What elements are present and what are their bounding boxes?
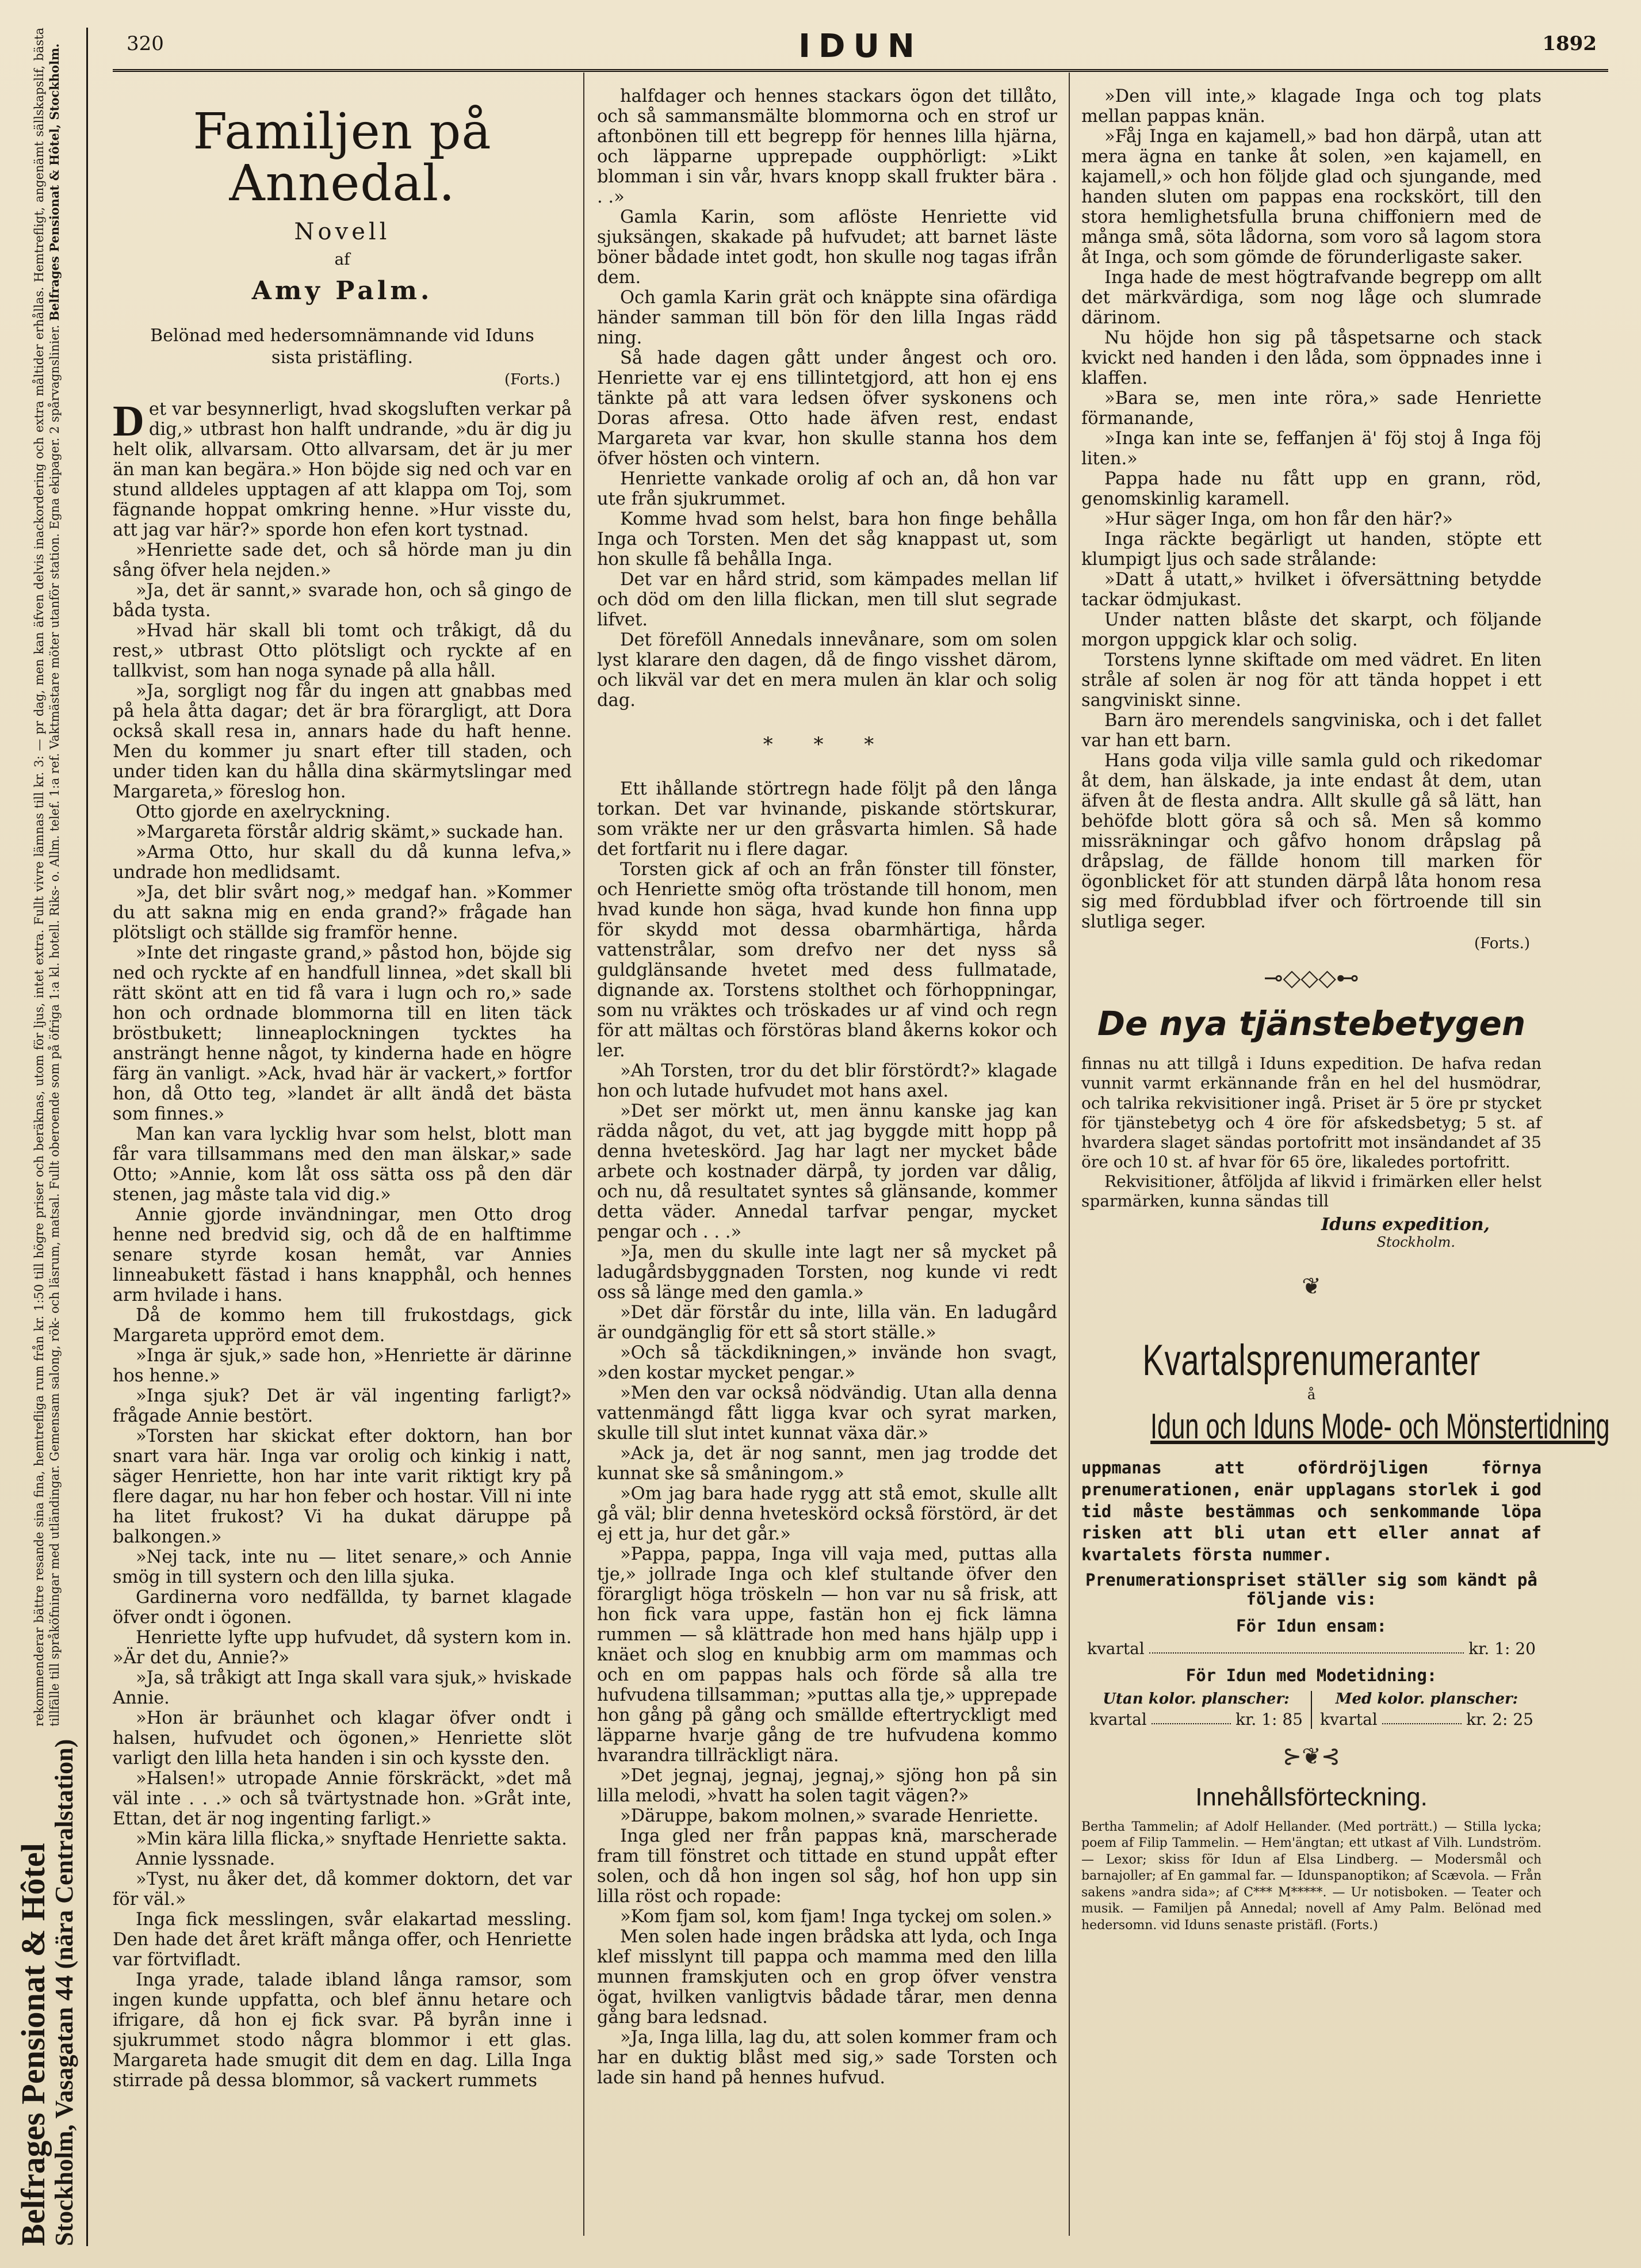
price-right-row — [1320, 1710, 1533, 1729]
story-paragraph: Ett ihållande störtregn hade följt på den långa torkan. Det var hvinande, piskande störtskurar, som vräkte ner ur den gråsvarta himlen. Så hade det fortfarit nu i flere dagar. — [597, 779, 1057, 860]
column-2 — [597, 86, 1057, 2227]
story-paragraph: »Och så täckdikningen,» invände hon svagt, »den kostar mycket pengar.» — [597, 1343, 1057, 1384]
story-paragraph: »Inga kan inte se, feffanjen ä' föj stoj å Inga föj liten.» — [1081, 429, 1541, 469]
price-value: kr. 1: 20 — [1468, 1639, 1536, 1658]
story-prize-note: Belönad med hedersomnämnande vid Iduns sista pristäfling. — [150, 326, 534, 368]
story-paragraph: Och gamla Karin grät och knäppte sina ofärdiga händer samman till bön för den lilla Ingas rädd ning. — [597, 288, 1057, 348]
side-ad-address: Stockholm, Vasagatan 44 (nära Centralstation) — [50, 1739, 79, 2246]
story-paragraph: »Halsen!» utropade Annie förskräckt, »det må väl inte . . .» och så tvärtystnade hon. »Gråt inte, Ettan, det är nog ingenting farligt.» — [113, 1768, 572, 1829]
side-ad-text — [32, 28, 62, 1727]
story-paragraph: »Henriette sade det, och så hörde man ju din sång öfver hela nejden.» — [113, 540, 572, 581]
story-paragraph: »Ah Torsten, tror du det blir förstördt?» klagade hon och lutade hufvudet mot hans axel. — [597, 1061, 1057, 1102]
story-paragraph: Otto gjorde en axelryckning. — [136, 801, 391, 822]
story-paragraph: »Inga sjuk? Det är väl ingenting farligt?» frågade Annie bestört. — [113, 1385, 572, 1426]
story-paragraph: »Fåj Inga en kajamell,» bad hon därpå, utan att mera ägna en tanke åt solen, »en kajamell, en kajamell,» och hon följde glad och sjungande, med handen sluten om pappas ena rockskört, till den stora hemlighetsfulla bruna chiffoniern med de många små, söta lådorna, som voro så lagom stora åt Inga, och som gömde de förunderligaste saker. — [1081, 127, 1541, 268]
journal-title: IDUN — [798, 28, 923, 65]
story-paragraph: Gardinerna voro nedfällda, ty barnet klagade öfver ondt i ögonen. — [113, 1587, 572, 1628]
story-paragraph: Men solen hade ingen brådska att lyda, och Inga klef misslynt till pappa och mamma med den lilla munnen framskjuten och en grop öfver venstra ögat, hvilken vanligtvis bådade tårar, men denna gång bara ledsnad. — [597, 1927, 1057, 2028]
ornament-icon: ❦ — [1302, 1273, 1321, 1300]
flourish-divider: ⊸◇◇◇⊷ — [1264, 964, 1359, 991]
story-text-col2b — [597, 779, 1057, 2088]
price-right — [1312, 1691, 1541, 1729]
column-divider — [1069, 72, 1070, 2236]
story-subtitle: Novell — [294, 218, 391, 245]
ad-paragraph-2: Rekvisitioner, åtföljda af likvid i frimärken eller helst sparmärken, kunna sändas till — [1081, 1172, 1541, 1211]
story-paragraph: Torstens lynne skiftade om med vädret. En liten stråle af solen är nog för att tända hoppet i ett sangviniskt sinne. — [1081, 650, 1541, 711]
price-dots — [1152, 1710, 1231, 1724]
story-paragraph: Henriette vankade orolig af och an, då hon var ute från sjukrummet. — [597, 469, 1057, 509]
price-label: kvartal — [1087, 1639, 1145, 1658]
story-paragraph: »Hvad här skall bli tomt och tråkigt, då du rest,» utbrast Otto plötsligt och ryckte af en tallkvist, som han noga synade på alla håll. — [113, 620, 572, 681]
continued-note: (Forts.) — [504, 371, 560, 389]
story-paragraph: »Det ser mörkt ut, men ännu kanske jag kan rädda något, du vet, att jag byggde mitt hopp på denna hveteskörd. Jag har lagt ner mycket både arbete och kostnader därpå, ty jorden var dålig, och nu, då resultatet syntes så glänsande, kommer detta väder. Annedal tarfvar pengar, mycket pengar och . . .» — [597, 1101, 1057, 1243]
story-paragraph: »Det jegnaj, jegnaj, jegnaj,» sjöng hon på sin lilla melodi, »hvatt ha solen tagit vägen?» — [597, 1766, 1057, 1807]
ad-heading-tjanstebetyg: De nya tjänstebetygen — [1097, 1003, 1526, 1043]
story-paragraph: »Nej tack, inte nu — litet senare,» och Annie smög in till systern och den lilla sjuka. — [113, 1547, 572, 1587]
story-paragraph: Inga fick messlingen, svår elakartad messling. Den hade det året kräft många offer, och Henriette var förtvifladt. — [113, 1909, 572, 1970]
story-paragraph: Inga hade de mest högtrafvande begrepp om allt det märkvärdiga, som nog låge och slumrade därinom. — [1081, 268, 1541, 328]
toc-title: Innehållsförteckning. — [1195, 1783, 1428, 1812]
drop-cap: D — [113, 396, 144, 445]
story-paragraph: Det var en hård strid, som kämpades mellan lif och död om den lilla flickan, men till slut segrade lifvet. — [597, 570, 1057, 630]
story-paragraph: Det var besynnerligt, hvad skogsluften verkar på dig,» utbrast hon halft undrande, »du är dig ju helt olik, allvarsam. Otto allvarsam, det är ju mer än man kan begära.» Hon böjde sig ned och var en stund alldeles upptagen af att klappa om Toj, som fägnande hoppat omkring henne. »Hur visste du, att jag var här?» sporde hon efen kort tystnad. — [113, 396, 572, 540]
story-text-col3 — [1081, 86, 1541, 932]
story-paragraph: Nu höjde hon sig på tåspetsarne och stack kvickt ned handen i den låda, som öppnades inne i klaffen. — [1081, 328, 1541, 388]
story-paragraph: »Inga är sjuk,» sade hon, »Henriette är därinne hos henne.» — [113, 1345, 572, 1386]
story-text-col2a — [597, 86, 1057, 711]
ad-city: Stockholm. — [1376, 1234, 1455, 1251]
story-paragraph: »Hur säger Inga, om hon får den här?» — [1104, 509, 1453, 529]
continued-note-end: (Forts.) — [1474, 935, 1530, 952]
story-paragraph: »Ja, det är sannt,» svarade hon, och så gingo de båda tysta. — [113, 580, 572, 621]
story-author: Amy Palm. — [251, 276, 433, 306]
story-paragraph: »Min kära lilla flicka,» snyftade Henriette sakta. — [136, 1828, 567, 1849]
story-paragraph: »Ja, sorgligt nog får du ingen att gnabbas med på hela åtta dagar; det är bra förargligt, att Dora också skall resa in, annars hade du haft henne. Men du kommer ju snart efter till staden, och under tiden kan du hålla dina skärmytslingar med Margareta,» föreslog hon. — [113, 681, 572, 802]
story-paragraph: Under natten blåste det skarpt, och följande morgon uppgick klar och solig. — [1081, 610, 1541, 650]
story-paragraph: Hans goda vilja ville samla guld och rikedomar åt dem, han älskade, ja inte endast åt dem, utan äfven åt de flesta andra. Allt skulle gå så lätt, han behöfde blott göra så och så. Men så kommo missräkningar och gåfvo honom dråpslag på dråpslag, de fällde honom till marken för ögonblicket för att stunden därpå låta honom resa sig med fördubblad ifver och förtroende till sin slutliga seger. — [1081, 751, 1541, 932]
price-label: kvartal — [1320, 1709, 1378, 1729]
story-paragraph: Annie gjorde invändningar, men Otto drog henne ned bredvid sig, och då de en halftimme senare styrde kosan hemåt, var Annies linneabukett fästad i hans knapphål, och hennes arm hvilade i hans. — [113, 1204, 572, 1305]
price-label: kvartal — [1089, 1709, 1147, 1729]
story-paragraph: Inga gled ner från pappas knä, marscherade fram till fönstret och tittade en stund uppåt efter solen, och då hon ingen sol såg, hof hon upp sin lilla röst och ropade: — [597, 1826, 1057, 1907]
story-paragraph: »Ja, men du skulle inte lagt ner så mycket på ladugårdsbyggnaden Torsten, nog kunde vi redt oss så länge med den gamla.» — [597, 1242, 1057, 1303]
kvartal-with-mode: För Idun med Modetidning: — [1185, 1665, 1437, 1685]
story-paragraph: Inga räckte begärligt ut handen, stöpte ett klumpigt ljus och sade strålande: — [1081, 529, 1541, 570]
story-paragraph: »Ja, så tråkigt att Inga skall vara sjuk,» hviskade Annie. — [113, 1667, 572, 1708]
story-paragraph: Så hade dagen gått under ångest och oro. Henriette var ej ens tillintetgjord, att hon ej ens tänkte på att vara ledsen öfver syskonens och Doras afresa. Otto hade äfven rest, endast Margareta var kvar, hon skulle stanna hos dem öfver hösten och vintern. — [597, 348, 1057, 469]
column-3 — [1081, 86, 1610, 2227]
page-header — [113, 28, 1608, 72]
story-af: af — [334, 249, 350, 269]
page-year: 1892 — [1542, 32, 1597, 55]
story-paragraph: »Ja, Inga lilla, lag du, att solen kommer fram och har en duktig blåst med sig,» sade Torsten och lade sin hand på hennes hufvud. — [597, 2028, 1057, 2088]
story-paragraph: Det föreföll Annedals innevånare, som om solen lyst klarare den dagen, då de fingo visshet därom, och likväl var det en mera mulen än klar och solig dag. — [597, 630, 1057, 711]
story-text-col1 — [113, 396, 572, 2091]
story-title: Familjen på Annedal. — [193, 103, 492, 213]
price-dots — [1149, 1640, 1464, 1654]
story-paragraph: Torsten gick af och an från fönster till fönster, och Henriette smög ofta tröstande till honom, men hvad kunde hon säga, hvad kunde hon finna upp för skydd mot dessa obarmhärtiga, hårda vattenstrålar, som drefvo ner det nyss så guldglänsande hvetet med dess fullmatade, dignande ax. Torstens stolthet och förhoppningar, som nu vräktes och tröskades ur af vind och regn för att mältas och förstöras bland åkerns kokor och ler. — [597, 860, 1057, 1062]
story-paragraph: »Pappa, pappa, Inga vill vaja med, puttas alla tje,» jollrade Inga och klef stultande öfver den förargligt höga tröskeln — hon var nu så frisk, att hon fick vara uppe, fastän hon ej fick lämna rummen — så klättrade hon med hans hjälp upp i knäet och slog en knubbig arm om mammas och och en om pappas hals och förde så alla tre hufvudena tillsamman; »puttas alla tje,» upprepade hon gång på gång och smällde eftertryckligt med läpparne hvarje gång de tre hufvudena kommo hvarandra tillräckligt nära. — [597, 1544, 1057, 1766]
kvartal-idun-alone: För Idun ensam: — [1236, 1616, 1387, 1636]
price-value: kr. 2: 25 — [1466, 1709, 1533, 1729]
story-paragraph: »Ack ja, det är nog sannt, men jag trodde det kunnat ske så småningom.» — [597, 1444, 1057, 1484]
story-paragraph: »Om jag bara hade rygg att stå emot, skulle allt gå väl; blir denna hveteskörd också förstörd, är det ej ett ja, hur det går.» — [597, 1484, 1057, 1545]
story-paragraph: Inga yrade, talade ibland långa ramsor, som ingen kunde uppfatta, och blef ännu hetare och ifrigare, då hon ej fick svar. På byrån inne i sjukrummet stodo några blommor i ett glas. Margareta hade smugit dit dem en dag. Lilla Inga stirrade på dessa blommor, så vackert rummets — [113, 1969, 572, 2091]
price-value: kr. 1: 85 — [1235, 1709, 1303, 1729]
story-paragraph: halfdager och hennes stackars ögon det tillåto, och så sammansmälte blommorna och en strof ur aftonbönen till ett begrepp för hennes lilla hjärna, och läpparne upprepade oupphörligt: »Likt blomman i sin vår, hvars knopp skall frukter bära . . .» — [597, 86, 1057, 207]
story-paragraph: »Det där förstår du inte, lilla vän. En ladugård är oundgänglig för ett så stort ställe.» — [597, 1303, 1057, 1343]
story-paragraph: Då de kommo hem till frukostdags, gick Margareta upprörd emot dem. — [113, 1305, 572, 1346]
ad-body-tjanstebetyg — [1081, 1054, 1541, 1211]
price-left-label: Utan kolor. planscher: — [1103, 1690, 1290, 1708]
price-split — [1081, 1691, 1541, 1729]
kvartal-subtitle: Idun och Iduns Mode- och Mönstertidning — [1150, 1407, 1610, 1447]
side-ad-right-name: Belfrages Pensionat & Hôtel, Stockholm. — [47, 43, 62, 321]
ad-paragraph-1: finnas nu att tillgå i Iduns expedition. De hafva redan vunnit varmt erkännande från en hel del husmödrar, och talrika rekvisitioner ingå. Priset är 5 öre pr stycket för tjänstebetyg och 4 öre för afskedsbetyg; 5 st. af hvardera slaget sändas portofritt mot insändandet af 35 öre och 10 st. af hvar för 65 öre, likaledes portofritt. — [1081, 1054, 1541, 1172]
story-paragraph: »Hon är bräunhet och klagar öfver ondt i halsen, hufvudet och ögonen,» Henriette slöt varligt den lilla heta handen i sin och kysste den. — [113, 1708, 572, 1769]
story-paragraph: Gamla Karin, som aflöste Henriette vid sjuksängen, skakade på hufvudet; att barnet läste böner bådade intet godt, hon skulle nog tagas ifrån dem. — [597, 207, 1057, 288]
story-paragraph: »Däruppe, bakom molnen,» svarade Henriette. — [620, 1806, 1039, 1827]
side-ad-name — [16, 1739, 78, 2246]
price-row-idun — [1087, 1640, 1536, 1658]
side-divider — [86, 28, 88, 2246]
price-right-label: Med kolor. planscher: — [1335, 1690, 1518, 1708]
story-paragraph: Barn äro merendels sangviniska, och i det fallet var han ett barn. — [1081, 711, 1541, 751]
ad-signature: Iduns expedition, — [1321, 1214, 1490, 1235]
price-left-row — [1089, 1710, 1303, 1729]
kvartal-title: Kvartalsprenumeranter — [1142, 1336, 1481, 1385]
story-paragraph: »Kom fjam sol, kom fjam! Inga tyckej om solen.» — [620, 1907, 1053, 1927]
side-ad-body: rekommenderar bättre resande sina fina, hemtrefliga rum från kr. 1:50 till högre priser och beräknas, utom för ljus, intet extra. Fullt vivre lämnas till kr. 3: — pr dag, men kan äfven delvis inackordering och extra måltider erhållas. Hemtrefligt, angenämt sällskapslif, bästa tillfälle till språköfningar med utländingar. Gemensam salong, rök- och läsrum, matsal. Fullt oberoende som på öfriga 1:a kl. hotell. Riks- o. Allm. telef. 1:a ref. Vaktmästare möter utanför station. Egna ekipager. 2 spårvagnslinier. — [32, 28, 62, 1727]
story-paragraph: Annie lyssnade. — [136, 1849, 276, 1869]
ornament-divider-icon: ⊱❦⊰ — [1282, 1743, 1341, 1770]
side-ad-title: Belfrages Pensionat & Hôtel — [14, 1843, 52, 2246]
story-paragraph: »Tyst, nu åker det, då kommer doktorn, det var för väl.» — [113, 1869, 572, 1910]
story-paragraph: Komme hvad som helst, bara hon finge behålla Inga och Torsten. Men det såg knappast ut, som hon skulle få behålla Inga. — [597, 509, 1057, 570]
price-left — [1081, 1691, 1312, 1729]
page-number: 320 — [127, 32, 164, 55]
story-paragraph: »Bara se, men inte röra,» sade Henriette förmanande, — [1081, 388, 1541, 429]
story-paragraph: Pappa hade nu fått upp en grann, röd, genomskinlig karamell. — [1081, 469, 1541, 509]
kvartal-body: uppmanas att ofördröjligen förnya prenumerationen, enär upplagans storlek i god tid måste bestämmas och senkommande löpa risken att bli utan ett eller annat af kvartalets första nummer. — [1081, 1458, 1541, 1565]
story-paragraph: Henriette lyfte upp hufvudet, då systern kom in. »Är det du, Annie?» — [113, 1627, 572, 1668]
story-paragraph: »Men den var också nödvändig. Utan alla denna vattenmängd fått ligga kvar och syrat marken, skulle till slut intet kunnat växa där.» — [597, 1383, 1057, 1444]
kvartal-a: å — [1307, 1386, 1316, 1403]
story-paragraph: »Arma Otto, hur skall du då kunna lefva,» undrade hon medlidsamt. — [113, 842, 572, 883]
toc-body: Bertha Tammelin; af Adolf Hellander. (Med porträtt.) — Stilla lycka; poem af Filip Tammelin. — Hem'ängtan; ett utkast af Vilh. Lundström. — Lexor; skiss för Idun af Elsa Lindberg. — Modersmål och barnajoller; af En gammal far. — Idunspanoptikon; af Scævola. — Från sakens »andra sida»; af C*** M*****. — Ur notisboken. — Teater och musik. — Familjen på Annedal; novell af Amy Palm. Belönad med hedersomn. vid Iduns senaste pristäfl. (Forts.) — [1081, 1819, 1541, 1933]
story-paragraph: »Inte det ringaste grand,» påstod hon, böjde sig ned och ryckte af en handfull linnea, »det skall bli rätt skönt att en tid få vara i lugn och ro,» sade hon och ordnade blommorna till en liten täck bröstbukett; linneaplockningen tycktes ha ansträngt henne något, ty kinderna hade en högre färg än vanligt. »Ack, hvad här är vackert,» fortfor hon, då Otto teg, »landet är allt ändå det bästa som finnes.» — [113, 942, 572, 1124]
column-divider — [583, 72, 584, 2236]
section-break: * * * — [763, 733, 892, 756]
price-dots — [1382, 1710, 1462, 1724]
story-paragraph: »Datt å utatt,» hvilket i öfversättning betydde tackar ödmjukast. — [1081, 570, 1541, 610]
story-paragraph: »Torsten har skickat efter doktorn, han bor snart vara här. Inga var orolig och kinkig i natt, säger Henriette, hon har inte varit riktigt kry på flere dagar, nu har hon feber och hostar. Vill ni inte ha litet frukost? Vi ha dukat däruppe på balkongen.» — [113, 1426, 572, 1547]
story-paragraph: Man kan vara lycklig hvar som helst, blott man får vara tillsammans med den man älskar,» sade Otto; »Annie, kom låt oss sätta oss på den där stenen, jag måste tala vid dig.» — [113, 1124, 572, 1205]
story-paragraph: »Margareta förstår aldrig skämt,» suckade han. — [136, 822, 564, 842]
kvartal-price-intro: Prenumerationspriset ställer sig som kändt på följande vis: — [1085, 1570, 1537, 1609]
story-paragraph: »Ja, det blir svårt nog,» medgaf han. »Kommer du att sakna mig en enda grand?» frågade han plötsligt och ställde sig framför henne. — [113, 882, 572, 943]
story-paragraph: »Den vill inte,» klagade Inga och tog plats mellan pappas knän. — [1081, 86, 1541, 127]
column-1 — [113, 86, 572, 2227]
side-advertisement — [5, 28, 90, 2246]
